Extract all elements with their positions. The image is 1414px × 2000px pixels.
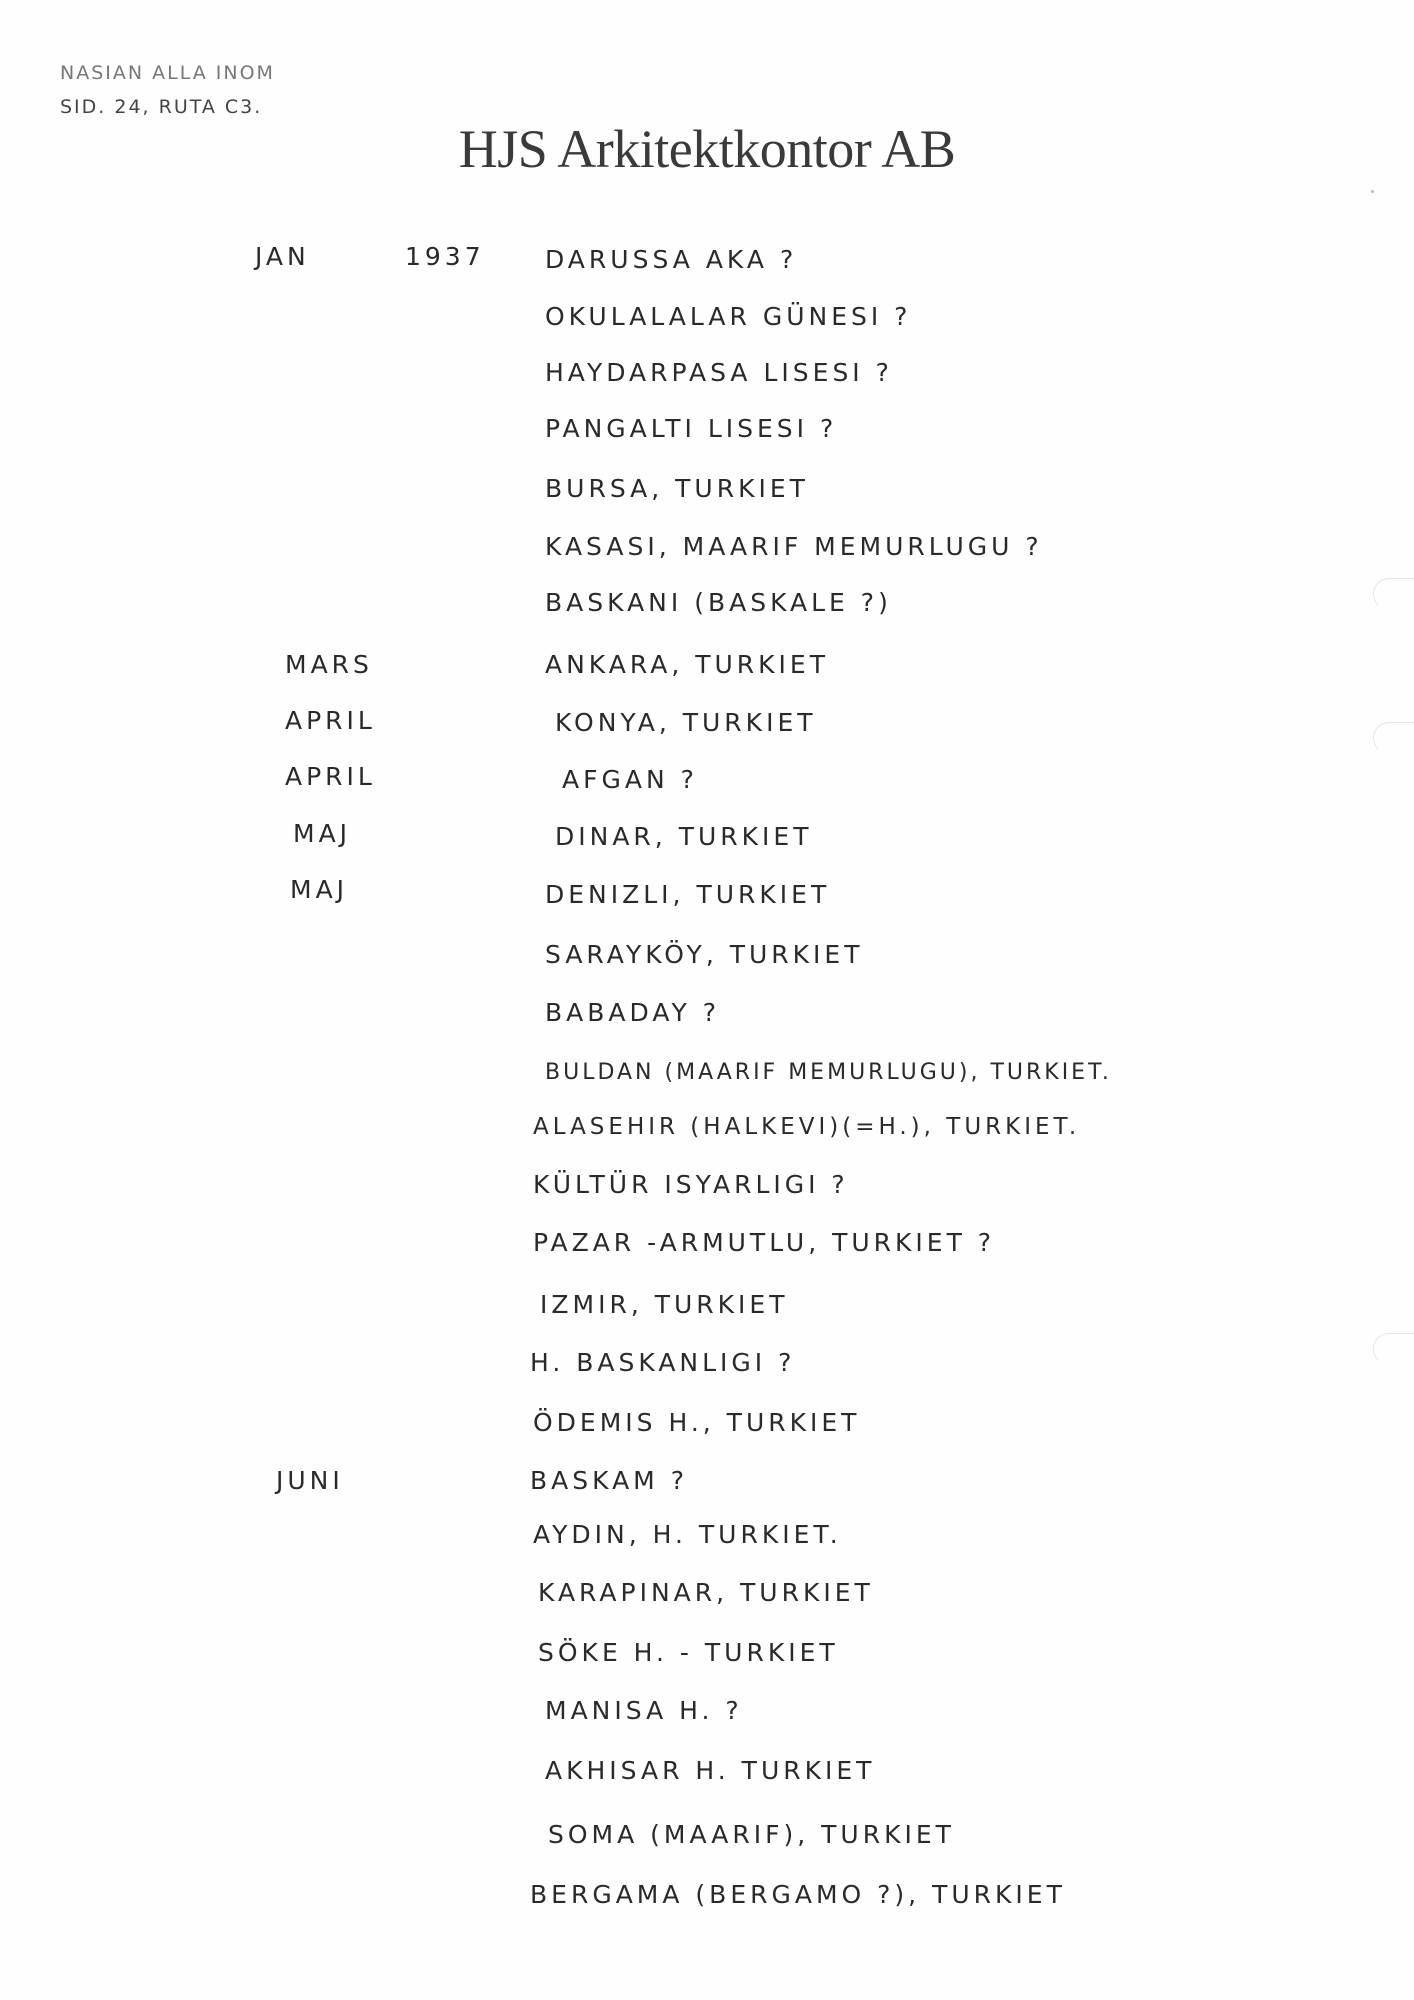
- entry-line: AKHISAR H. TURKIET: [545, 1756, 876, 1785]
- entry-line: KÜLTÜR ISYARLIGI ?: [533, 1170, 849, 1199]
- entry-line: AFGAN ?: [562, 765, 698, 794]
- entry-line: H. BASKANLIGI ?: [530, 1348, 796, 1377]
- entry-line: SARAYKÖY, TURKIET: [545, 940, 864, 969]
- entry-line: DARUSSA AKA ?: [545, 245, 798, 274]
- entry-line: BERGAMA (BERGAMO ?), TURKIET: [530, 1880, 1066, 1909]
- entry-line: MANISA H. ?: [545, 1696, 743, 1725]
- month-label: JAN: [255, 242, 310, 271]
- year-label: 1937: [405, 242, 485, 271]
- entry-line: HAYDARPASA LISESI ?: [545, 358, 893, 387]
- entry-line: PANGALTI LISESI ?: [545, 414, 838, 443]
- entry-line: KONYA, TURKIET: [555, 708, 817, 737]
- entry-line: SOMA (MAARIF), TURKIET: [548, 1820, 955, 1849]
- entry-line: BURSA, TURKIET: [545, 474, 809, 503]
- month-label: APRIL: [285, 762, 376, 791]
- entry-line: AYDIN, H. TURKIET.: [533, 1520, 842, 1549]
- entry-line: PAZAR -ARMUTLU, TURKIET ?: [533, 1228, 996, 1257]
- entry-line: BASKAM ?: [530, 1466, 688, 1495]
- month-label: MAJ: [290, 875, 349, 904]
- punch-hole-3: [1373, 1333, 1414, 1365]
- reference-note-line-2: SID. 24, RUTA C3.: [60, 96, 263, 118]
- entry-line: SÖKE H. - TURKIET: [538, 1638, 839, 1667]
- entry-line: OKULALALAR GÜNESI ?: [545, 302, 912, 331]
- entry-line: KARAPINAR, TURKIET: [538, 1578, 874, 1607]
- entry-line: DINAR, TURKIET: [555, 822, 813, 851]
- letterhead: HJS Arkitektkontor AB: [458, 119, 956, 179]
- reference-note-line-1: NASIAN ALLA INOM: [60, 62, 275, 84]
- entry-line: IZMIR, TURKIET: [540, 1290, 789, 1319]
- month-label: MARS: [285, 650, 373, 679]
- month-label: JUNI: [276, 1466, 344, 1495]
- entry-line: ÖDEMIS H., TURKIET: [533, 1408, 861, 1437]
- entry-line: BABADAY ?: [545, 998, 720, 1027]
- punch-hole-1: [1373, 578, 1414, 610]
- month-label: APRIL: [285, 706, 376, 735]
- entry-line: BASKANI (BASKALE ?): [545, 588, 892, 617]
- punch-hole-2: [1373, 722, 1414, 754]
- entry-line: BULDAN (MAARIF MEMURLUGU), TURKIET.: [545, 1060, 1112, 1085]
- entry-line: KASASI, MAARIF MEMURLUGU ?: [545, 532, 1043, 561]
- entry-line: DENIZLI, TURKIET: [545, 880, 831, 909]
- month-label: MAJ: [293, 819, 352, 848]
- entry-line: ANKARA, TURKIET: [545, 650, 829, 679]
- scan-speck: [1371, 190, 1374, 193]
- entry-line: ALASEHIR (HALKEVI)(=H.), TURKIET.: [533, 1114, 1081, 1140]
